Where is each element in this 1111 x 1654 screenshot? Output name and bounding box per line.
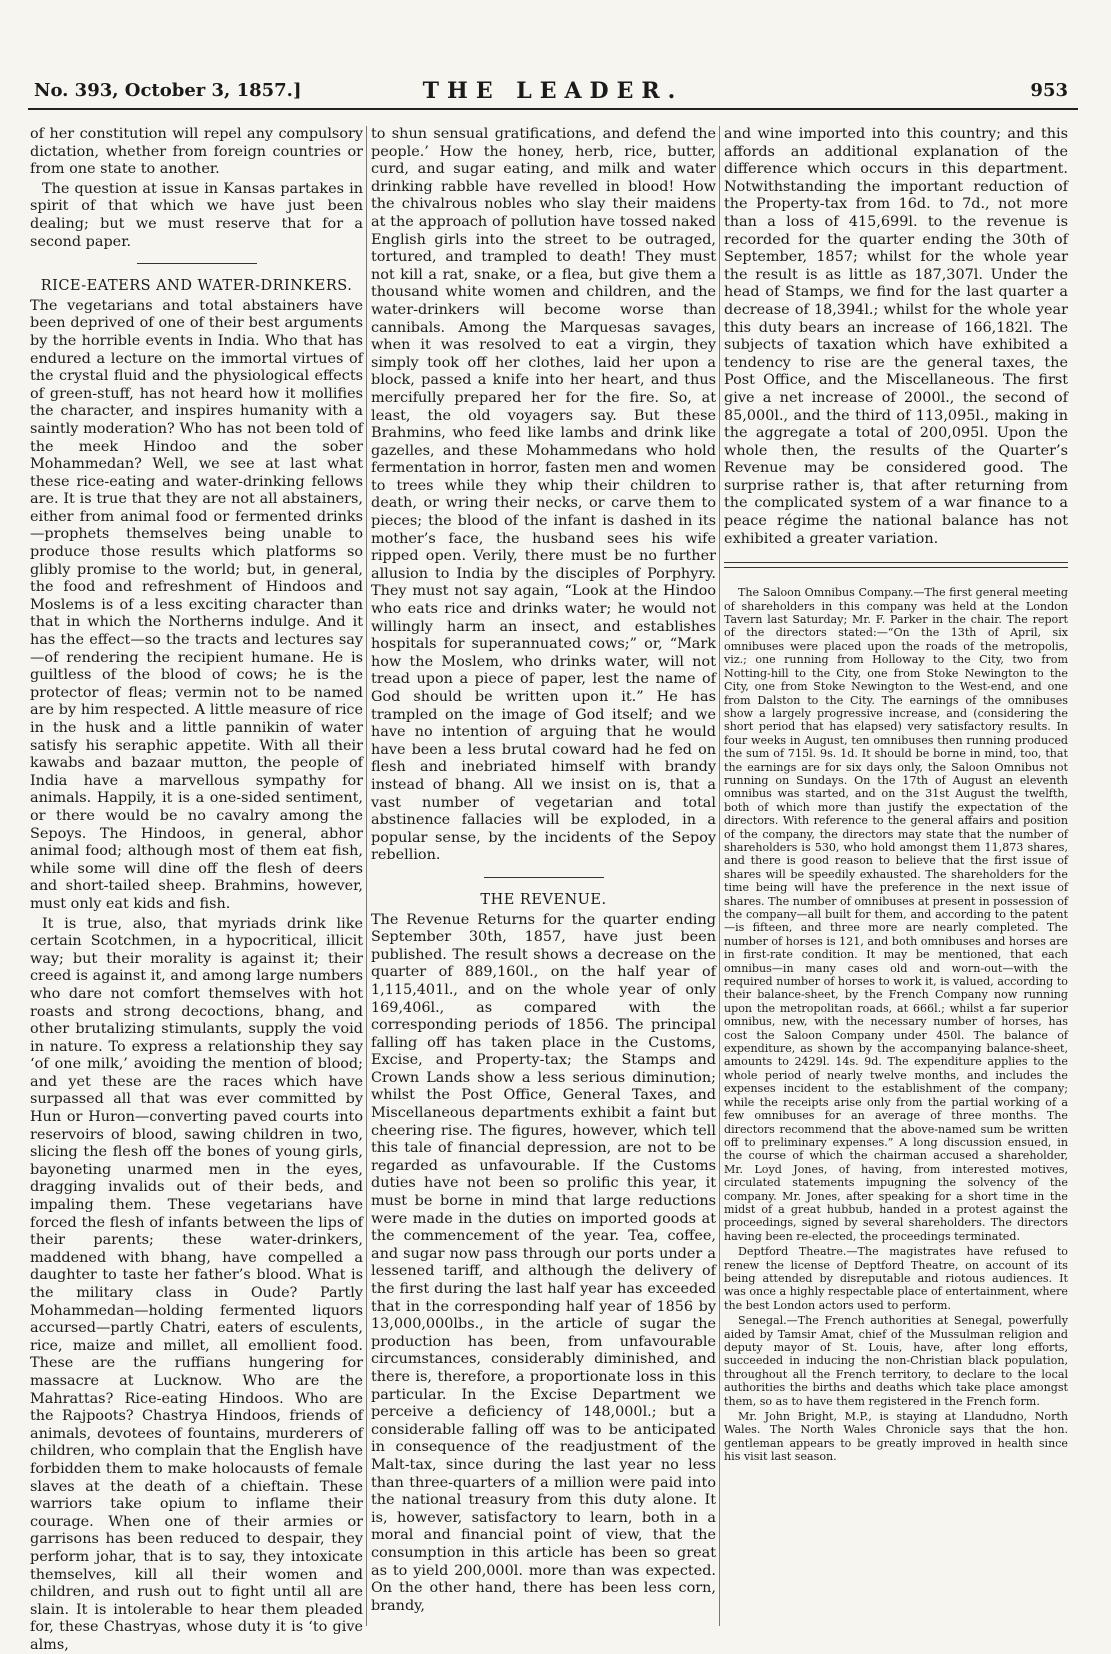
section-divider	[137, 263, 257, 264]
news-note: Senegal.—The French authorities at Senegal, powerfully aided by Tamsir Amat, chief of the Mussulman religion and deputy mayor of St. Louis, have, after long efforts, succeeded in inducing the non-Christian black population, throughout all the French territory, to declare to the local authorities the births and deaths which take place amongst them, so as to have them registered in the French form.	[724, 1314, 1068, 1408]
section-divider	[484, 877, 604, 878]
news-note: Deptford Theatre.—The magistrates have refused to renew the license of Deptford Theatre, on account of its being attended by disreputable and riotous audiences. It was once a highly respectable place of entertainment, where the best London actors used to perform.	[724, 1245, 1068, 1312]
issue-line: No. 393, October 3, 1857.]	[34, 80, 302, 101]
paragraph: of her constitution will repel any compulsory dictation, whether from foreign countries or from one state to another.	[30, 126, 363, 178]
section-divider	[724, 567, 1068, 568]
column-2	[371, 126, 716, 1631]
section-divider	[724, 562, 1068, 563]
paragraph: It is true, also, that myriads drink like certain Scotchmen, in a hypocritical, illicit way; but their morality is against it; their creed is against it, and among large numbers who dare not comfort themselves with hot roasts and strong decoctions, bhang, and other brutalizing stimulants, supply the void in nature. To express a relationship they say ‘of one milk,’ avoiding the mention of blood; and yet these are the races which have surpassed all that was ever committed by Hun or Huron—converting paved courts into reservoirs of blood, sawing children in two, slicing the flesh off the bones of young girls, bayoneting unarmed men in the eyes, dragging invalids out of their beds, and impaling them. These vegetarians have forced the flesh of infants between the lips of their parents; these water-drinkers, maddened with bhang, have compelled a daughter to taste her father’s blood. What is the military class in Oude? Partly Mohammedan—holding fermented liquors accursed—partly Chatri, eaters of esculents, rice, maize and millet, all emollient food. These are the ruffians hungering for massacre at Lucknow. Who are the Mahrattas? Rice-eating Hindoos. Who are the Rajpoots? Chastrya Hindoos, friends of animals, devotees of fountains, murderers of children, who complain that the English have forbidden them to make holocausts of female slaves at the death of a chieftain. These warriors take opium to inflame their courage. When one of their armies or garrisons has been reduced to despair, they perform johar, that is to say, they intoxicate themselves, kill all their women and children, and rush out to fight until all are slain. It is intolerable to hear them pleaded for, these Chastryas, whose duty it is ‘to give alms,	[30, 915, 363, 1653]
column-rule-2	[719, 126, 720, 1626]
page-number: 953	[1030, 80, 1068, 101]
paragraph: The vegetarians and total abstainers have been deprived of one of their best arguments by the horrible events in India. Who that has endured a lecture on the immortal virtues of the crystal fluid and the physiological effects of green-stuff, has not heard how it mollifies the character, and inspires humanity with a saintly moderation? Who has not been told of the meek Hindoo and the sober Mohammedan? Well, we see at last what these rice-eating and water-drinking fellows are. It is true that they are not all abstainers, either from animal food or fermented drinks—prophets themselves being unable to produce those results which platforms so glibly promise to the world; but, in general, the food and refreshment of Hindoos and Moslems is of a less exciting character than that in which the Northerns indulge. And it has the effect—so the tracts and lectures say—of rendering the recipient humane. He is guiltless of the blood of cows; he is the protector of fleas; vermin not to be named are by him respected. A little measure of rice in the husk and a little pannikin of water satisfy his seraphic appetite. With all their kawabs and bazaar mutton, the people of India have a marvellous sympathy for animals. Happily, it is a one-sided sentiment, or there would be no cavalry among the Sepoys. The Hindoos, in general, abhor animal food; although most of them eat fish, while some will dine off the flesh of deers and short-tailed sheep. Brahmins, however, must only eat kids and fish.	[30, 297, 363, 912]
article-title-rice-eaters: RICE-EATERS AND WATER-DRINKERS.	[40, 278, 353, 295]
paragraph: The Revenue Returns for the quarter ending September 30th, 1857, have just been published. The result shows a decrease on the quarter of 889,160l., on the half year of 1,115,401l., and on the whole year of only 169,406l., as compared with the corresponding periods of 1856. The principal falling off has taken place in the Customs, Excise, and Property-tax; the Stamps and Crown Lands show a less serious diminution; whilst the Post Office, General Taxes, and Miscellaneous departments exhibit a faint but cheering rise. The figures, however, which tell this tale of financial depression, are not to be regarded as unfavourable. If the Customs duties have not been so prolific this year, it must be borne in mind that large reductions were made in the duties on imported goods at the commencement of the year. Tea, coffee, and sugar now pass through our ports under a lessened tariff, and although the delivery of the first during the last half year has exceeded that in the corresponding half year of 1856 by 13,000,000lbs., in the article of sugar the production has been, from unfavourable circumstances, considerably diminished, and there is, therefore, a proportionate loss in this particular. In the Excise Department we perceive a deficiency of 148,000l.; but a considerable falling off was to be anticipated in consequence of the readjustment of the Malt-tax, since during the last year no less than three-quarters of a million were paid into the national treasury from this duty alone. It is, however, satisfactory to learn, both in a moral and financial point of view, that the consumption in this article has been so great as to yield 200,000l. more than was expected. On the other hand, there has been less corn, brandy,	[371, 911, 716, 1614]
masthead-title: THE LEADER.	[422, 78, 684, 104]
article-title-revenue: THE REVENUE.	[480, 891, 607, 908]
paragraph: to shun sensual gratifications, and defend the people.’ How the honey, herb, rice, butter, curd, and sugar eating, and milk and water drinking rabble have revelled in blood! How the chivalrous nobles who slay their maidens at the approach of pollution have tossed naked English girls into the street to be outraged, tortured, and trampled to death! They must not kill a rat, snake, or a flea, but give them a thousand white women and children, and the water-drinkers will become worse than cannibals. Among the Marquesas savages, when it was resolved to eat a virgin, they simply took off her clothes, laid her upon a block, passed a knife into her heart, and thus mercifully prepared her for the fire. So, at least, the old voyagers say. But these Brahmins, who feed like lambs and drink like gazelles, and these Mohammedans who hold fermentation in horror, fasten men and women to trees while they whip their children to death, or wring their necks, or carve them to pieces; the blood of the infant is dashed in its mother’s face, the husband sees his wife ripped open. Verily, there must be no further allusion to India by the disciples of Porphyry. They must not say again, “Look at the Hindoo who eats rice and drinks water; he would not willingly harm an insect, and establishes hospitals for superannuated cows;” or, “Mark how the Moslem, who drinks water, will not tread upon a piece of paper, lest the name of God should be written upon it.” He has trampled on the image of God itself; and we have no intention of arguing that he would have been a less brutal coward had he fed on flesh and inebriated himself with brandy instead of bhang. All we insist on is, that a vast number of vegetarian and total abstinence fallacies will be exploded, in a popular sense, by the incidents of the Sepoy rebellion.	[371, 126, 716, 864]
page-header	[28, 78, 1078, 110]
news-note: The Saloon Omnibus Company.—The first general meeting of shareholders in this company was held at the London Tavern last Saturday; Mr. F. Parker in the chair. The report of the directors stated:—“On the 13th of April, six omnibuses were placed upon the roads of the metropolis, viz.; one running from Holloway to the City, two from Notting-hill to the City, one from Stoke Newington to the City, one from Stoke Newington to the West-end, and one from Dalston to the City. The earnings of the omnibuses show a largely progressive increase, and (considering the short period that has elapsed) very satisfactory results. In four weeks in August, ten omnibuses then running produced the sum of 715l. 9s. 1d. It should be borne in mind, too, that the earnings are for six days only, the Saloon Omnibus not running on Sundays. On the 17th of August an eleventh omnibus was started, and on the 31st August the twelfth, both of which more than justify the expectation of the directors. With reference to the general affairs and position of the company, the directors may state that the number of shareholders is 530, who hold amongst them 11,873 shares, and there is good reason to believe that the first issue of shares will be speedily exhausted. The shareholders for the time being will have the preference in the next issue of shares. The number of omnibuses at present in possession of the company—all built for them, and according to the patent—is fifteen, and three more are nearly completed. The number of horses is 121, and both omnibuses and horses are in first-rate condition. It may be mentioned, that each omnibus—in many cases old and worn-out—with the required number of horses to work it, is valued, according to their balance-sheet, by the French Company now running upon the metropolitan roads, at 666l.; whilst a far superior omnibus, new, with the necessary number of horses, has cost the Saloon Company under 450l. The balance of expenditure, as shown by the accompanying balance-sheet, amounts to 2429l. 14s. 9d. The expenditure applies to the whole period of nearly twelve months, and includes the expenses incident to the establishment of the company; while the receipts arise only from the partial working of a few omnibuses for an average of three months. The directors recommend that the above-named sum be written off to preliminary expenses.” A long discussion ensued, in the course of which the chairman accused a shareholder, Mr. Loyd Jones, of having, from interested motives, circulated statements impugning the solvency of the company. Mr. Jones, after speaking for a short time in the midst of a great hubbub, handed in a protest against the proceedings, signed by several shareholders. The directors having been re-elected, the proceedings terminated.	[724, 586, 1068, 1243]
paragraph: and wine imported into this country; and this affords an additional explanation of the difference which occurs in this department. Notwithstanding the important reduction of the Property-tax from 16d. to 7d., not more than a loss of 415,699l. to the revenue is recorded for the quarter ending the 30th of September, 1857; whilst for the whole year the result is as little as 187,307l. Under the head of Stamps, we find for the last quarter a decrease of 18,394l.; whilst for the whole year this duty bears an increase of 166,182l. The subjects of taxation which have exhibited a tendency to rise are the general taxes, the Post Office, and the Miscellaneous. The first give a net increase of 2000l., the second of 85,000l., and the third of 113,095l., making in the aggregate a total of 200,095l. Upon the whole then, the results of the Quarter’s Revenue may be considered good. The surprise rather is, that after returning from the complicated system of a war finance to a peace régime the national balance has not exhibited a greater variation.	[724, 126, 1068, 547]
news-note: Mr. John Bright, M.P., is staying at Llandudno, North Wales. The North Wales Chronicle says that the hon. gentleman appears to be greatly improved in health since his visit last season.	[724, 1410, 1068, 1464]
news-notes	[724, 586, 1068, 1463]
paragraph: The question at issue in Kansas partakes in spirit of that which we have just been dealing; but we must reserve that for a second paper.	[30, 180, 363, 250]
column-1	[30, 126, 363, 1653]
column-rule-1	[366, 126, 367, 1626]
column-3	[724, 126, 1068, 1631]
